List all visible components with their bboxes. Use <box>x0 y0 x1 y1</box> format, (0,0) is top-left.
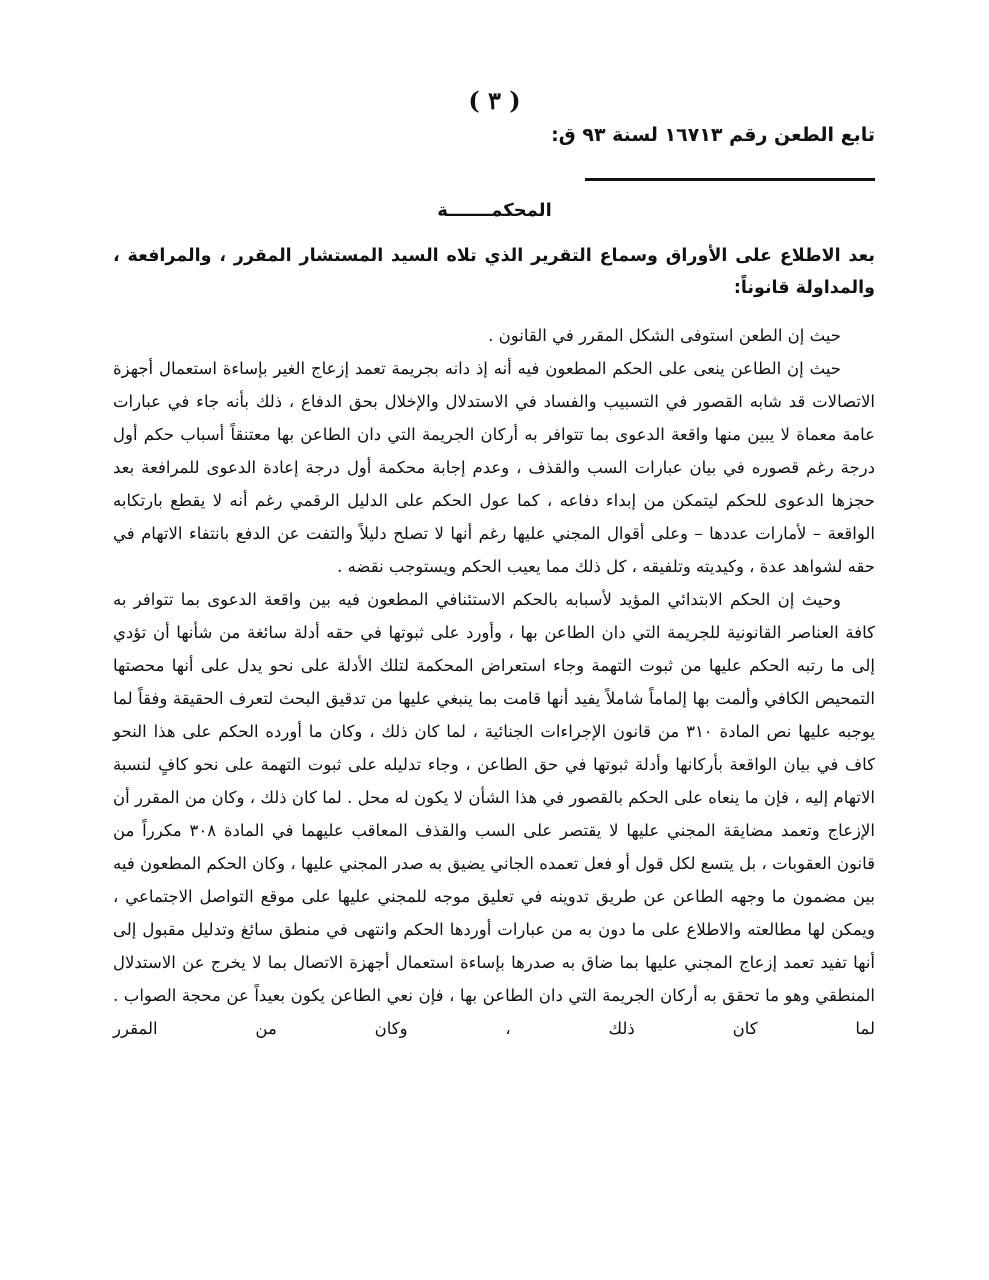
paragraph-appeal-grounds: حيث إن الطاعن ينعى على الحكم المطعون فيه أنه إذ دانه بجريمة تعمد إزعاج الغير بإساءة استعمال أجهزة الاتصالات قد شابه القصور في التسبيب والفساد في الاستدلال والإخلال بحق الدفاع ، ذلك بأنه جاء في عبارات عامة معماة لا يبين منها واقعة الدعوى بما تتوافر به أركان الجريمة التي دان الطاعن بها معتنقاً أسباب حكم أول درجة رغم قصوره في بيان عبارات السب والقذف ، وعدم إجابة محكمة أول درجة إعادة الدعوى للمرافعة بعد حجزها الدعوى للحكم ليتمكن من إبداء دفاعه ، كما عول الحكم على الدليل الرقمي رغم أنه لا يقطع بارتكابه الواقعة – لأمارات عددها – وعلى أقوال المجني عليها رغم أنها لا تصلح دليلاً والتفت عن الدفع بانتفاء الاتهام في حقه لشواهد عدة ، وكيديته وتلفيقه ، كل ذلك مما يعيب الحكم ويستوجب نقضه . <box>113 359 875 576</box>
court-section-title: المحكمـــــــة <box>437 200 552 221</box>
paragraph-form: حيث إن الطعن استوفى الشكل المقرر في القانون . <box>488 326 841 345</box>
header-divider <box>585 178 875 181</box>
appeal-reference-header: تابع الطعن رقم ١٦٧١٣ لسنة ٩٣ ق: <box>551 124 875 146</box>
page-number: ( ٣ ) <box>468 86 521 115</box>
intro-paragraph: بعد الاطلاع على الأوراق وسماع التقرير الذي تلاه السيد المستشار المقرر ، والمرافعة ، والمداولة قانوناً: <box>113 246 875 298</box>
paragraph-court-reasoning: وحيث إن الحكم الابتدائي المؤيد لأسبابه بالحكم الاستئنافي المطعون فيه بين واقعة الدعوى بما تتوافر به كافة العناصر القانونية للجريمة التي دان الطاعن بها ، وأورد على ثبوتها في حقه أدلة سائغة من شأنها أن تؤدي إلى ما رتبه الحكم عليها من ثبوت التهمة وجاء استعراض المحكمة لتلك الأدلة على نحو يدل على أنها محصتها التمحيص الكافي وألمت بها إلماماً شاملاً يفيد أنها قامت بما ينبغي عليها من تدقيق البحث لتعرف الحقيقة وفقاً لما يوجبه عليها نص المادة ٣١٠ من قانون الإجراءات الجنائية ، لما كان ذلك ، وكان ما أورده الحكم على هذا النحو كاف في بيان الواقعة بأركانها وأدلة ثبوتها في حق الطاعن ، وجاء تدليله على ثبوت التهمة على نحو كافٍ لنسبة الاتهام إليه ، فإن ما ينعاه على الحكم بالقصور في هذا الشأن لا يكون له محل . لما كان ذلك ، وكان من المقرر أن الإزعاج وتعمد مضايقة المجني عليها لا يقتصر على السب والقذف المعاقب عليهما في المادة ٣٠٨ مكرراً من قانون العقوبات ، بل يتسع لكل قول أو فعل تعمده الجاني يضيق به صدر المجني عليها ، وكان الحكم المطعون فيه بين مضمون ما وجهه الطاعن عن طريق تدوينه في تعليق موجه للمجني عليها على موقع التواصل الاجتماعي ، ويمكن لها مطالعته والاطلاع على ما دون به من عبارات أوردها الحكم وانتهى في منطق سائغ وتدليل مقبول إلى أنها تفيد تعمد إزعاج المجني عليها بما ضاق به صدرها بإساءة استعمال أجهزة الاتصال بما لا يخرج عن الاستدلال المنطقي وهو ما تحقق به أركان الجريمة التي دان الطاعن بها ، فإن نعي الطاعن يكون بعيداً عن محجة الصواب . لما كان ذلك ، وكان من المقرر <box>113 590 875 1038</box>
judgment-body <box>113 319 875 1045</box>
